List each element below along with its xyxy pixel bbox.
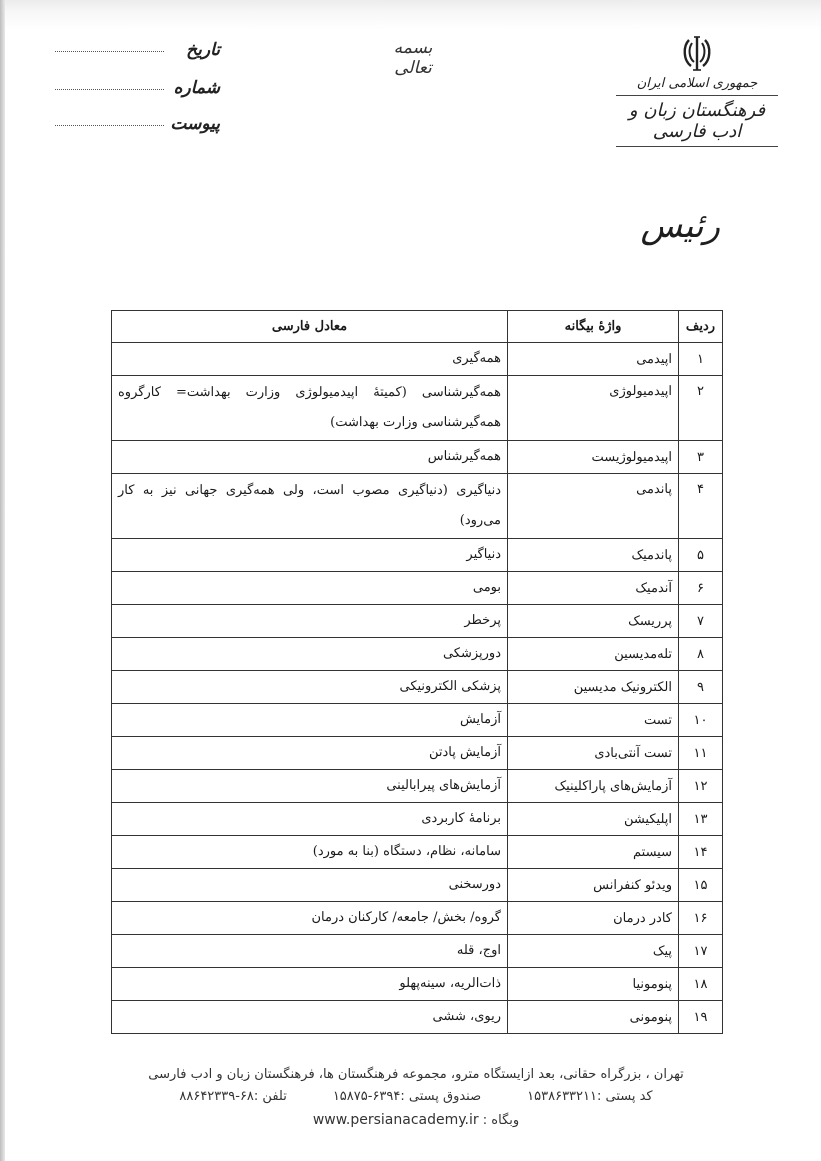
persian-equivalent: ریوی، ششی	[112, 1001, 508, 1034]
row-index: ۶	[679, 572, 723, 605]
column-header-foreign-term: واژهٔ بیگانه	[508, 311, 679, 343]
table-row	[112, 902, 723, 935]
footer-po-box: صندوق پستی :۶۳۹۴-۱۵۸۷۵	[332, 1089, 482, 1104]
foreign-term: پنومونیا	[508, 968, 679, 1001]
table-row	[112, 836, 723, 869]
table-row	[112, 770, 723, 803]
foreign-term: اپیدمیولوژیست	[508, 441, 679, 474]
row-index: ۴	[679, 474, 723, 539]
row-index: ۹	[679, 671, 723, 704]
footer-website-label: وبگاه :	[482, 1113, 520, 1128]
foreign-term: پنومونی	[508, 1001, 679, 1034]
table-row	[112, 605, 723, 638]
meta-date-row	[55, 34, 220, 60]
meta-attachment-line	[55, 125, 164, 126]
row-index: ۱۰	[679, 704, 723, 737]
row-index: ۸	[679, 638, 723, 671]
meta-date-label: تاریخ	[186, 40, 220, 60]
row-index: ۱۱	[679, 737, 723, 770]
persian-equivalent: دنیاگیری (دنیاگیری مصوب است، ولی همه‌گیری جهانی نیز به کار می‌رود)	[112, 474, 508, 539]
row-index: ۵	[679, 539, 723, 572]
persian-equivalent: آزمایش	[112, 704, 508, 737]
foreign-term: پرریسک	[508, 605, 679, 638]
recipient-title: رئیس	[640, 206, 720, 246]
persian-equivalent: آزمایش پادتن	[112, 737, 508, 770]
foreign-term: سیستم	[508, 836, 679, 869]
foreign-term: کادر درمان	[508, 902, 679, 935]
table-row	[112, 376, 723, 441]
footer-website-link[interactable]: www.persianacademy.ir	[312, 1112, 479, 1128]
table-row	[112, 737, 723, 770]
foreign-term: آندمیک	[508, 572, 679, 605]
table-row	[112, 935, 723, 968]
table-row	[112, 869, 723, 902]
persian-equivalent: گروه/ بخش/ جامعه/ کارکنان درمان	[112, 902, 508, 935]
persian-equivalent: سامانه، نظام، دستگاه (بنا به مورد)	[112, 836, 508, 869]
persian-equivalent: پزشکی الکترونیکی	[112, 671, 508, 704]
meta-number-line	[55, 89, 164, 90]
terms-table	[111, 310, 723, 1034]
foreign-term: پاندمیک	[508, 539, 679, 572]
persian-equivalent: دورپزشکی	[112, 638, 508, 671]
persian-equivalent: آزمایش‌های پیرابالینی	[112, 770, 508, 803]
meta-number-label: شماره	[173, 78, 220, 98]
foreign-term: آزمایش‌های پاراکلینیک	[508, 770, 679, 803]
scan-edge-shadow	[0, 0, 5, 1161]
letter-meta-fields	[55, 34, 220, 150]
letter-footer	[110, 1064, 722, 1133]
organization-name: فرهنگستان زبان و ادب فارسی	[628, 100, 766, 142]
row-index: ۱۲	[679, 770, 723, 803]
foreign-term: الکترونیک مدیسین	[508, 671, 679, 704]
foreign-term: اپیدمی	[508, 343, 679, 376]
foreign-term: اپلیکیشن	[508, 803, 679, 836]
footer-contacts	[110, 1086, 722, 1108]
foreign-term: تست	[508, 704, 679, 737]
footer-postal-code: کد پستی :۱۵۳۸۶۳۳۲۱۱	[527, 1089, 653, 1104]
table-row	[112, 671, 723, 704]
row-index: ۲	[679, 376, 723, 441]
row-index: ۱۸	[679, 968, 723, 1001]
row-index: ۱۶	[679, 902, 723, 935]
table-row	[112, 572, 723, 605]
foreign-term: اپیدمیولوژی	[508, 376, 679, 441]
table-row	[112, 474, 723, 539]
persian-equivalent: اوج، قله	[112, 935, 508, 968]
table-row	[112, 1001, 723, 1034]
meta-attachment-label: پیوست	[170, 114, 220, 134]
foreign-term: پیک	[508, 935, 679, 968]
foreign-term: ویدئو کنفرانس	[508, 869, 679, 902]
persian-equivalent: همه‌گیرشناس	[112, 441, 508, 474]
row-index: ۱۳	[679, 803, 723, 836]
footer-address: تهران ، بزرگراه حقانی، بعد ازایستگاه مترو، مجموعه فرهنگستان ها، فرهنگستان زبان و ادب فارسی	[148, 1067, 684, 1082]
persian-equivalent: همه‌گیری	[112, 343, 508, 376]
logo-divider-bottom	[616, 146, 778, 147]
table-row	[112, 441, 723, 474]
invocation: بسمه تعالی	[393, 38, 433, 78]
foreign-term: تله‌مدیسین	[508, 638, 679, 671]
row-index: ۱۹	[679, 1001, 723, 1034]
table-header-row	[112, 311, 723, 343]
republic-name: جمهوری اسلامی ایران	[636, 76, 758, 91]
persian-equivalent: برنامهٔ کاربردی	[112, 803, 508, 836]
row-index: ۱۵	[679, 869, 723, 902]
footer-phone: تلفن :۶۸-۸۸۶۴۲۳۳۹	[179, 1089, 287, 1104]
table-row	[112, 343, 723, 376]
table-row	[112, 968, 723, 1001]
persian-equivalent: همه‌گیرشناسی (کمیتهٔ اپیدمیولوژی وزارت بهداشت= کارگروه همه‌گیرشناسی وزارت بهداشت)	[112, 376, 508, 441]
row-index: ۱۴	[679, 836, 723, 869]
persian-equivalent: دنیاگیر	[112, 539, 508, 572]
persian-equivalent: پرخطر	[112, 605, 508, 638]
foreign-term: پاندمی	[508, 474, 679, 539]
persian-equivalent: بومی	[112, 572, 508, 605]
row-index: ۱	[679, 343, 723, 376]
column-header-persian-equivalent: معادل فارسی	[112, 311, 508, 343]
meta-attachment-row	[55, 108, 220, 134]
row-index: ۳	[679, 441, 723, 474]
meta-number-row	[55, 72, 220, 98]
row-index: ۱۷	[679, 935, 723, 968]
foreign-term: تست آنتی‌بادی	[508, 737, 679, 770]
table-row	[112, 704, 723, 737]
meta-date-line	[55, 51, 164, 52]
column-header-index: ردیف	[679, 311, 723, 343]
persian-equivalent: دورسخنی	[112, 869, 508, 902]
table-row	[112, 638, 723, 671]
iran-emblem-icon	[680, 34, 714, 74]
letterhead-logo	[612, 34, 782, 154]
footer-website	[110, 1108, 722, 1133]
table-row	[112, 803, 723, 836]
table-row	[112, 539, 723, 572]
row-index: ۷	[679, 605, 723, 638]
persian-equivalent: ذات‌الریه، سینه‌پهلو	[112, 968, 508, 1001]
